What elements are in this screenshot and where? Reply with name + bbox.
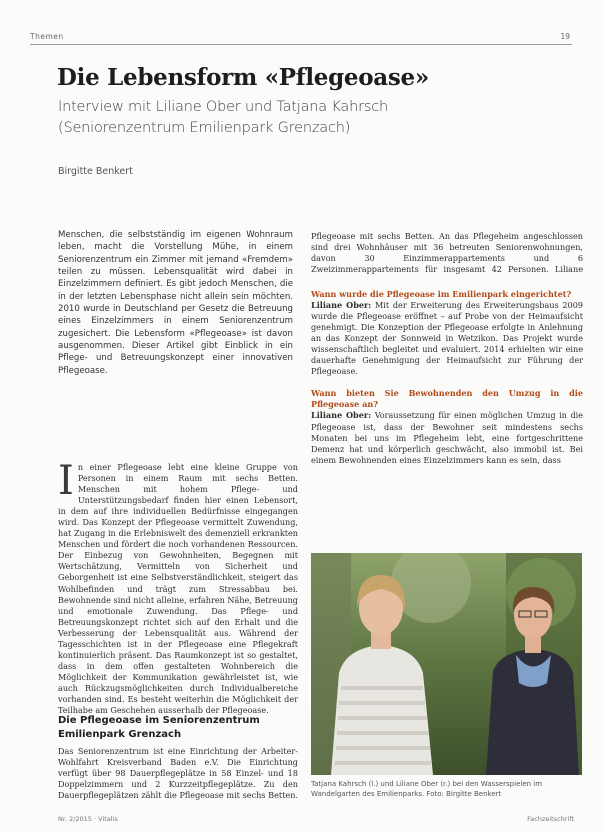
left-column-body (58, 458, 298, 716)
article-subtitle (58, 97, 388, 139)
subtitle-line-2: (Seniorenzentrum Emilienpark Grenzach) (58, 120, 351, 136)
section-heading: Die Pflegeoase im Seniorenzentrum Emilienpark Grenzach (58, 715, 260, 740)
right-column-body (311, 231, 583, 543)
body-paragraph-2-start: Das Seniorenzentrum ist eine Einrichtung der Arbeiter-Wohlfahrt Kreisverband Baden e.V. Die Einrichtung verfügt über 98 Dauerpflegeplätze in 58 Einzel- und 18 Doppelzimmern und 2 Kurzzeitpflegeplätze. Zu den Dauerpflegeplätzen zählt die Pflegeoase mit sechs Betten. (58, 746, 298, 801)
footer-right: Fachzeitschrift (527, 815, 574, 823)
interview-answer-1: Liliane Ober: Mit der Erweiterung des Erweiterungsbaus 2009 wurde die Pflegeoase eröffnet – auf Probe von der Heimaufsicht genehmigt. Die Konzeption der Pflegeoase erfolgte in Anlehnung an das Konzept der Sonnweid in Wetzikon. Das Projekt wurde wissenschaftlich begleitet und evaluiert. 2014 erhielten wir eine dauerhafte Genehmigung der Heimaufsicht zur Führung der Pflegeoase. (311, 300, 583, 377)
body-paragraph-1-text: n einer Pflegeoase lebt eine kleine Gruppe von Personen in einem Raum mit sechs Betten. Menschen mit hohem Pflege- und Unterstützungsbedarf finden hier einen Lebensort, in dem auf ihre individuellen Bedürfnisse eingegangen wird. Das Konzept der Pflegeoase vermittelt Zuwendung, hat Zugang in die Erlebniswelt des demenziell erkrankten Menschen und fördert die noch vorhandenen Ressourcen. Der Einbezug von Gewohnheiten, Begegnen mit Wertschätzung, Vermitteln von Sicherheit und Geborgenheit ist eine Selbstverständlichkeit, steigert das Wohlbefinden und trägt zum Stressabbau bei. Bewohnende sind nicht alleine, erfahren Nähe, Betreuung und emotionale Zuwendung. Das Pflege- und Betreuungskonzept richtet sich auf den Erhalt und die Verbesserung der Lebensqualität aus. Während der Tagesschichten ist in der Pflegeoase eine Pflegekraft kontinuierlich präsent. Das Raumkonzept ist so gestaltet, dass in dem offen gestalteten Wohnbereich die Möglichkeit der Kommunikation gewährleistet ist, wie auch Rückzugsmöglichkeiten durch Individualbereiche vorhanden sind. Es besteht weiterhin die Möglichkeit der Teilhabe am Geschehen ausserhalb der Pflegeoase. (58, 462, 298, 716)
photo-caption: Tatjana Kahrsch (l.) und Liliane Ober (r.) bei den Wasserspielen im Wandelgarten des Emilienparks. Foto: Birgitte Benkert (311, 780, 543, 798)
interview-question-1: Wann wurde die Pflegeoase im Emilienpark eingerichtet? (311, 289, 572, 299)
interview-photo (311, 553, 582, 775)
interview-question-2: Wann bieten Sie Bewohnenden den Umzug in die Pflegeoase an? (311, 388, 583, 410)
author-byline: Birgitte Benkert (58, 166, 133, 177)
left-column-bottom (58, 746, 298, 801)
article-title: Die Lebensform «Pflegeoase» (57, 64, 429, 91)
photo-illustration (311, 553, 582, 775)
footer-left: Nr. 2/2015 · Vitalis (58, 815, 118, 823)
header-divider (30, 44, 572, 45)
section-label: Themen (30, 32, 64, 41)
interview-answer-2: Liliane Ober: Voraussetzung für einen möglichen Umzug in die Pflegeoase ist, dass der Bewohner seit mindestens sechs Monaten bei uns im Pflegeheim lebt, eine fortgeschrittene Demenz hat und körperlich geschwächt, also immobil ist. Bei einem Bewohnenden eines Einzelzimmers kann es sein, dass (311, 410, 583, 465)
drop-cap: I (58, 458, 74, 504)
page-number: 19 (560, 32, 570, 41)
body-paragraph-1 (58, 458, 298, 716)
body-paragraph-2-continued: Pflegeoase mit sechs Betten. An das Pflegeheim angeschlossen sind drei Wohnhäuser mit 36 betreuten Seniorenwohnungen, davon 30 Einzimmerappartements und 6 Zweizimmerappartements für insgesamt 42 Personen. Liliane (311, 231, 583, 275)
subtitle-line-1: Interview mit Liliane Ober und Tatjana Kahrsch (58, 99, 388, 115)
intro-paragraph: Menschen, die selbstständig im eigenen Wohnraum leben, macht die Vorstellung Mühe, in einem Seniorenzentrum ein Zimmer mit jemand «Fremdem» teilen zu müssen. Lebensqualität wird dabei in Einzelzimmern definiert. Es gibt jedoch Menschen, die in der letzten Lebensphase nicht allein sein möchten. 2010 wurde in Deutschland per Gesetz die Betreuung eines Einzelzimmers in einem Seniorenzentrum zugesichert. Die Lebensform «Pflegeoase» ist davon ausgenommen. Dieser Artikel gibt Einblick in ein Pflege- und Betreuungskonzept einer innovativen Pflegeoase. (58, 230, 293, 376)
